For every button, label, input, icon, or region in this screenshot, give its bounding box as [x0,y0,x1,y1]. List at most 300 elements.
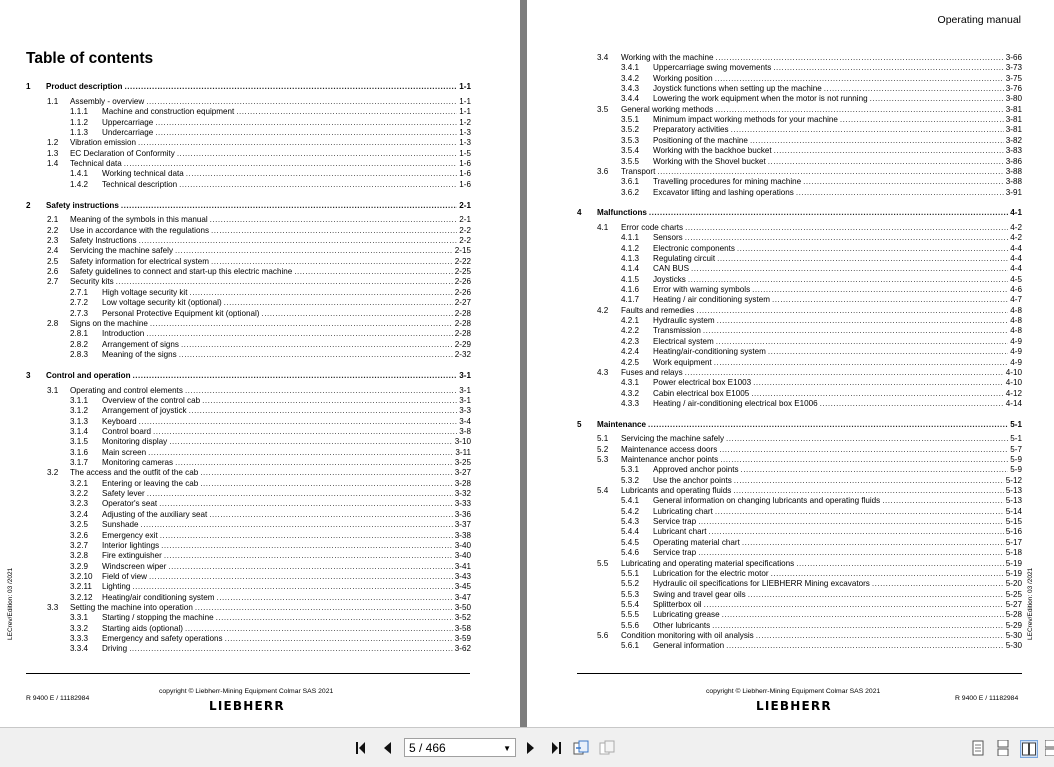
toc-entry[interactable] [577,188,1022,198]
toc-entry[interactable] [26,448,471,458]
toc-leader-dots [124,159,458,169]
toc-entry[interactable] [577,285,1022,295]
toc-leader-dots [796,188,1004,198]
toc-entry-page: 4-9 [1010,357,1022,367]
toc-entry-page: 3-82 [1005,135,1022,145]
toc-leader-dots [685,223,1008,233]
toc-entry-number: 1.3 [47,148,59,158]
toc-entry-number: 2.3 [47,236,59,246]
toc-entry[interactable] [577,507,1022,517]
scroll-view-icon[interactable] [1042,740,1054,756]
toc-entry[interactable] [26,603,471,613]
toc-entry-page: 2-32 [454,349,471,359]
toc-leader-dots [185,386,457,396]
copyright-text: copyright © Liebherr-Mining Equipment Colmar SAS 2021 [706,688,881,695]
toc-leader-dots [159,499,453,509]
toc-entry-title: Meaning of the symbols in this manual [70,215,208,225]
toc-entry-title: Joystick functions when setting up the machine [653,84,822,94]
toc-entry[interactable] [26,180,471,190]
toc-leader-dots [688,275,1008,285]
toc-entry-page: 5-9 [1010,455,1022,464]
toc-entry-page: 4-4 [1010,254,1022,263]
toc-entry[interactable] [577,84,1022,94]
toc-entry-number: 3.5.1 [621,115,640,125]
toc-entry[interactable] [577,115,1022,125]
toc-entry[interactable] [577,244,1022,254]
toc-entry-page: 5-28 [1005,610,1022,620]
toc-entry-title: Safety lever [102,489,145,499]
toc-entry-number: 4.3.2 [621,388,640,398]
toc-entry-page: 3-25 [454,458,471,468]
toc-entry-title: Error code charts [621,222,684,232]
toc-entry[interactable] [577,434,1022,444]
toc-leader-dots [294,267,453,277]
first-page-icon[interactable] [355,740,371,756]
toc-entry-title: Arrangement of joystick [102,406,187,416]
toc-entry[interactable] [26,582,471,592]
toc-entry[interactable] [577,167,1022,177]
toc-leader-dots [200,479,453,489]
toc-entry[interactable] [26,159,471,169]
toc-entry-number: 3.2.2 [70,489,89,499]
liebherr-logo: LIEBHERR [756,699,832,713]
toc-entry-page: 1-1 [459,82,471,91]
toc-entry-title: General working methods [621,104,714,114]
toc-entry[interactable] [26,531,471,541]
toc-entry-page: 3-66 [1005,53,1022,62]
toc-entry[interactable] [577,53,1022,63]
toc-entry-page: 4-10 [1005,367,1022,377]
side-edition-text: LECrev/Edition: 03 /2021 [1027,567,1034,640]
toc-entry[interactable] [577,445,1022,455]
toc-entry[interactable] [26,468,471,478]
toc-leader-dots [149,572,453,582]
toc-entry[interactable] [26,82,471,92]
pdf-page-left [0,0,520,727]
toc-entry[interactable] [26,624,471,634]
toc-entry-number: 3.3.2 [70,623,89,633]
toc-entry-title: Meaning of the signs [102,349,177,359]
toc-entry-title: Operating material chart [653,537,740,547]
toc-entry-page: 1-6 [459,179,471,189]
toc-entry-page: 3-28 [454,478,471,488]
toc-leader-dots [168,562,452,572]
toc-entry-number: 4.3.1 [621,378,640,388]
toc-entry[interactable] [26,437,471,447]
toc-entry-title: Safety information for electrical system [70,256,209,266]
toc-entry-number: 3.3.4 [70,644,89,654]
toc-leader-dots [752,285,1008,295]
toc-entry[interactable] [26,236,471,246]
toc-entry-page: 3-88 [1005,177,1022,187]
toc-entry[interactable] [26,138,471,148]
page-indicator: 5 / 466 [409,741,446,755]
toc-entry[interactable] [577,389,1022,399]
two-page-view-icon[interactable] [1020,740,1038,758]
toc-entry[interactable] [26,298,471,308]
toc-entry[interactable] [26,479,471,489]
toc-entry-page: 4-8 [1010,326,1022,336]
toc-entry-page: 5-19 [1005,568,1022,578]
toc-entry[interactable] [26,551,471,561]
toc-entry[interactable] [26,319,471,329]
toc-entry[interactable] [577,569,1022,579]
toc-entry[interactable] [577,337,1022,347]
toc-leader-dots [726,434,1008,444]
toc-entry[interactable] [26,277,471,287]
toc-entry[interactable] [577,399,1022,409]
toc-entry-number: 5.4.4 [621,527,640,537]
toc-entry-title: General information [653,641,725,651]
toc-entry-number: 3.1.1 [70,395,89,405]
toc-entry-title: High voltage security kit [102,287,188,297]
next-page-icon[interactable] [522,740,538,756]
toc-leader-dots [882,496,1004,506]
toc-entry[interactable] [577,590,1022,600]
toc-entry[interactable] [26,128,471,138]
toc-entry[interactable] [577,476,1022,486]
toc-entry-title: Setting the machine into operation [70,602,193,612]
toc-leader-dots [720,455,1008,465]
toc-entry-page: 3-81 [1005,125,1022,135]
toc-leader-dots [155,128,457,138]
toc-entry[interactable] [577,208,1022,218]
toc-entry-number: 2.2 [47,225,59,235]
toc-leader-dots [748,590,1004,600]
toc-entry-title: CAN BUS [653,264,689,274]
toc-leader-dots [657,167,1003,177]
previous-page-icon[interactable] [380,740,396,756]
toc-entry[interactable] [26,406,471,416]
toc-entry[interactable] [577,157,1022,167]
toc-entry[interactable] [577,538,1022,548]
toc-entry[interactable] [26,288,471,298]
toc-entry-number: 5.5.2 [621,579,640,589]
toc-leader-dots [772,295,1008,305]
toc-entry[interactable] [26,309,471,319]
toc-entry-title: Control board [102,427,152,436]
toc-entry-title: Excavator lifting and lashing operations [653,187,794,197]
toc-leader-dots [261,309,452,319]
toc-entry-title: Uppercarriage swing movements [653,63,772,73]
toc-entry[interactable] [577,358,1022,368]
toc-entry-number: 5.4 [597,486,609,496]
toc-entry[interactable] [577,621,1022,631]
toc-entry[interactable] [577,326,1022,336]
toc-entry-number: 3.1.4 [70,427,89,436]
toc-entry-title: Condition monitoring with oil analysis [621,630,754,640]
toc-entry[interactable] [577,136,1022,146]
toc-entry[interactable] [26,396,471,406]
toc-entry-page: 4-8 [1010,316,1022,326]
toc-leader-dots [146,97,457,107]
toc-leader-dots [140,520,452,530]
toc-entry[interactable] [26,510,471,520]
toc-entry-title: Joysticks [653,274,686,284]
toc-entry-page: 5-14 [1005,506,1022,516]
extract-pages-icon[interactable] [573,740,589,756]
toc-leader-dots [116,277,453,287]
toc-entry[interactable] [577,641,1022,651]
toc-entry-page: 2-22 [454,256,471,266]
toc-entry-title: Use in accordance with the regulations [70,225,210,235]
toc-leader-dots [751,389,1004,399]
toc-leader-dots [719,445,1008,455]
toc-leader-dots [164,551,453,561]
toc-entry[interactable] [577,74,1022,84]
toc-entry-number: 3.5 [597,104,609,114]
toc-entry-page: 5-1 [1010,434,1022,444]
toc-entry-title: Assembly - overview [70,96,145,106]
toc-entry[interactable] [26,520,471,530]
toc-leader-dots [717,316,1009,326]
toc-entry-title: Overview of the control cab [102,395,201,405]
toc-leader-dots [216,613,453,623]
toc-entry[interactable] [26,97,471,107]
toc-entry-page: 1-1 [459,107,471,117]
toc-leader-dots [872,579,1004,589]
toc-entry-number: 5.6.1 [621,641,640,651]
toc-entry-number: 3.1 [47,385,59,395]
toc-entry[interactable] [577,316,1022,326]
toc-entry-number: 2.8.2 [70,339,89,349]
toc-leader-dots [742,538,1004,548]
toc-entry[interactable] [577,368,1022,378]
toc-entry-title: Control and operation [46,370,131,380]
toc-entry-number: 4.1.3 [621,254,640,263]
toc-entry-page: 3-80 [1005,94,1022,104]
toc-entry-title: Working with the machine [621,53,714,62]
toc-entry-page: 4-4 [1010,243,1022,253]
toc-entry[interactable] [26,201,471,211]
toc-entry[interactable] [577,254,1022,264]
toc-entry-title: Working with the Shovel bucket [653,156,766,166]
toc-entry[interactable] [577,306,1022,316]
toc-entry-page: 5-25 [1005,589,1022,599]
toc-entry-page: 2-26 [454,287,471,297]
toc-entry-number: 3.1.3 [70,416,89,426]
toc-entry[interactable] [577,420,1022,430]
toc-entry-title: Heating/air conditioning system [102,592,215,602]
toc-entry-title: Lubricating chart [653,506,713,516]
toc-entry-title: Main screen [102,447,147,457]
toc-entry-page: 3-37 [454,520,471,530]
toc-entry[interactable] [26,644,471,654]
toc-entry[interactable] [26,541,471,551]
toc-entry[interactable] [577,264,1022,274]
toc-entry-number: 1.1 [47,96,59,106]
toc-entry[interactable] [26,417,471,427]
toc-leader-dots [731,125,1004,135]
toc-entry-page: 4-9 [1010,336,1022,346]
toc-entry[interactable] [26,215,471,225]
toc-entry[interactable] [577,548,1022,558]
toc-entry[interactable] [26,149,471,159]
dropdown-caret-icon[interactable]: ▼ [503,744,511,753]
toc-leader-dots [691,264,1008,274]
toc-entry-page: 3-62 [454,644,471,654]
toc-leader-dots [715,507,1004,517]
toc-entry-page: 2-15 [454,246,471,256]
toc-entry[interactable] [26,257,471,267]
toc-entry-title: Use the anchor points [653,475,732,485]
toc-entry-title: Lubricant chart [653,527,707,537]
toc-entry-number: 5.4.1 [621,496,640,506]
toc-entry[interactable] [577,600,1022,610]
toc-entry-number: 2.7.1 [70,287,89,297]
single-page-view-icon[interactable] [970,740,986,756]
toc-entry[interactable] [577,347,1022,357]
toc-entry[interactable] [577,610,1022,620]
toc-entry-page: 5-13 [1005,496,1022,506]
toc-entry-title: Electrical system [653,336,714,346]
toc-entry[interactable] [577,496,1022,506]
toc-entry[interactable] [577,527,1022,537]
toc-entry-page: 5-30 [1005,630,1022,640]
toc-entry[interactable] [26,458,471,468]
toc-entry-page: 3-81 [1005,104,1022,114]
toc-entry-page: 2-26 [454,277,471,287]
toc-entry-number: 3.5.2 [621,125,640,135]
toc-entry-title: Safety guidelines to connect and start-up this electric machine [70,267,293,277]
toc-leader-dots [698,548,1004,558]
toc-entry[interactable] [26,427,471,437]
toc-entry[interactable] [577,295,1022,305]
toc-entry[interactable] [26,350,471,360]
toc-entry-number: 2.4 [47,246,59,256]
toc-entry-number: 2.7 [47,277,59,287]
toc-entry-title: Arrangement of signs [102,339,179,349]
toc-entry-number: 5.4.3 [621,517,640,527]
toc-entry-title: Vibration emission [70,138,136,148]
toc-entry-page: 3-59 [454,634,471,643]
toc-entry[interactable] [26,386,471,396]
toc-entry-page: 1-6 [459,158,471,168]
insert-pages-icon[interactable] [599,740,615,756]
page-number-input[interactable] [404,738,516,757]
toc-leader-dots [236,107,457,117]
toc-entry[interactable] [577,125,1022,135]
toc-entry-page: 3-36 [454,509,471,519]
last-page-icon[interactable] [546,740,562,756]
toc-entry[interactable] [26,329,471,339]
toc-entry-number: 1.1.3 [70,127,89,137]
toc-entry[interactable] [26,634,471,644]
toc-leader-dots [186,169,458,179]
toc-entry-number: 3.3.1 [70,613,89,623]
toc-entry[interactable] [26,562,471,572]
toc-entry-number: 4.1.7 [621,295,640,305]
toc-entry[interactable] [577,233,1022,243]
toc-entry-title: Starting aids (optional) [102,623,183,633]
toc-entry[interactable] [26,340,471,350]
toc-entry-title: Adjusting of the auxiliary seat [102,509,208,519]
toc-leader-dots [773,63,1003,73]
toc-entry[interactable] [577,378,1022,388]
toc-entry-number: 3.2.7 [70,540,89,550]
toc-entry-number: 2.8.1 [70,329,89,339]
toc-entry-title: Working technical data [102,169,184,179]
toc-entry-page: 5-13 [1005,486,1022,496]
toc-entry[interactable] [26,267,471,277]
toc-entry-number: 5.5.3 [621,589,640,599]
toc-entry-title: Heating/air-conditioning system [653,347,766,357]
toc-entry-number: 3.1.7 [70,458,89,468]
toc-entry[interactable] [577,486,1022,496]
toc-leader-dots [225,634,453,644]
continuous-view-icon[interactable] [995,740,1011,756]
toc-entry-page: 5-7 [1010,444,1022,454]
toc-entry[interactable] [577,105,1022,115]
toc-leader-dots [139,417,458,427]
toc-entry[interactable] [26,169,471,179]
toc-entry-number: 3.1.6 [70,447,89,457]
doc-id: R 9400 E / 11182984 [955,695,1019,702]
toc-entry-page: 4-10 [1005,378,1022,388]
toc-entry-number: 5.2 [597,444,609,454]
toc-entry[interactable] [577,631,1022,641]
toc-entry-title: Uppercarriage [102,117,154,127]
toc-entry-page: 2-28 [454,308,471,318]
toc-leader-dots [181,340,453,350]
toc-leader-dots [124,82,457,92]
toc-entry-number: 3.3.3 [70,634,89,643]
toc-entry-page: 3-52 [454,613,471,623]
toc-leader-dots [161,541,453,551]
toc-entry-number: 3.4.1 [621,63,640,73]
toc-entry[interactable] [577,517,1022,527]
toc-entry[interactable] [26,613,471,623]
toc-entry[interactable] [26,246,471,256]
toc-entry-number: 4.1.2 [621,243,640,253]
toc-leader-dots [169,437,453,447]
toc-entry-page: 2-27 [454,298,471,308]
toc-list-left [0,0,520,727]
toc-entry-number: 5.4.2 [621,506,640,516]
toc-entry-page: 2-28 [454,318,471,328]
toc-entry-page: 1-6 [459,169,471,179]
toc-entry[interactable] [26,371,471,381]
toc-entry[interactable] [26,593,471,603]
toc-entry[interactable] [577,455,1022,465]
toc-leader-dots [768,347,1008,357]
toc-entry[interactable] [577,63,1022,73]
toc-entry[interactable] [26,226,471,236]
toc-entry[interactable] [577,559,1022,569]
toc-entry[interactable] [577,579,1022,589]
toc-entry-title: Splitterbox oil [653,599,702,609]
toc-entry-title: Technical description [102,179,178,189]
toc-entry[interactable] [577,146,1022,156]
toc-entry[interactable] [26,489,471,499]
toc-entry-page: 4-4 [1010,264,1022,274]
toc-entry-page: 3-4 [459,416,471,426]
toc-entry[interactable] [577,94,1022,104]
toc-entry[interactable] [26,572,471,582]
toc-entry[interactable] [577,177,1022,187]
toc-entry[interactable] [26,107,471,117]
toc-entry-number: 3.2 [47,468,59,478]
toc-entry[interactable] [26,499,471,509]
toc-entry-page: 5-9 [1010,465,1022,475]
toc-entry-title: Monitoring display [102,437,168,447]
toc-entry-page: 3-1 [459,395,471,405]
toc-entry[interactable] [577,465,1022,475]
toc-entry[interactable] [26,118,471,128]
toc-entry[interactable] [577,275,1022,285]
toc-entry-title: Security kits [70,277,114,287]
toc-entry[interactable] [577,223,1022,233]
